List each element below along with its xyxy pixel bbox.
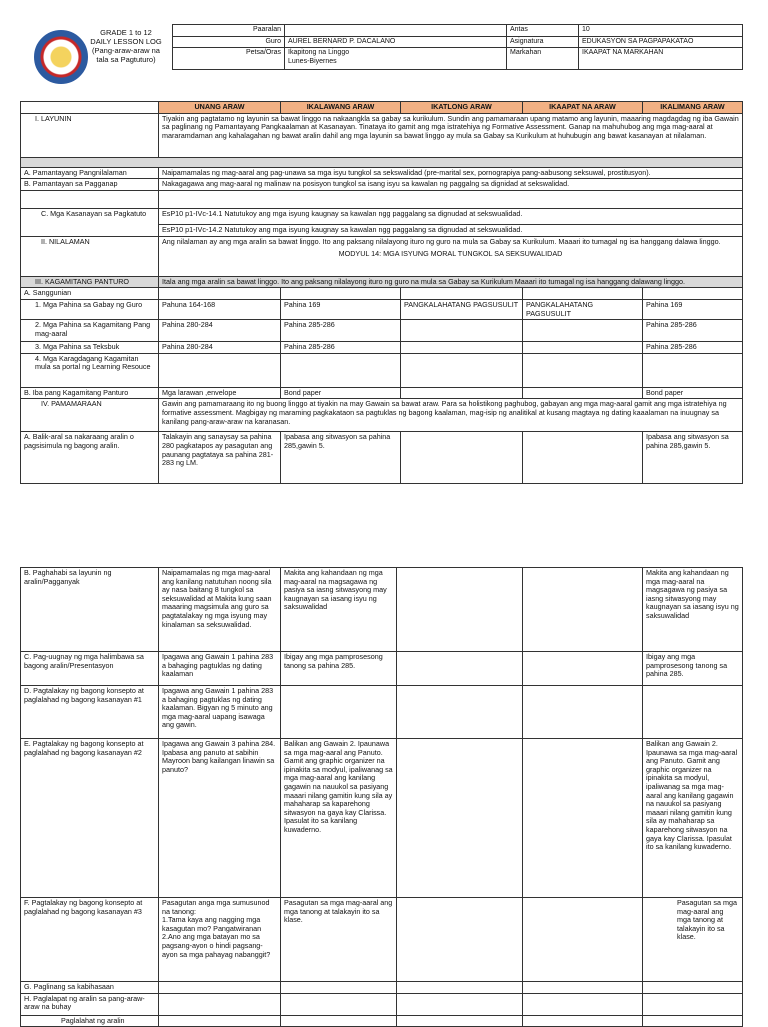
pc-day5: Ibigay ang mga pamprosesong tanong sa pahina 285.	[643, 652, 743, 686]
r4-day5	[643, 353, 743, 387]
iba-pang-kagamitan-label: B. Iba pang Kagamitang Panturo	[21, 387, 159, 399]
form-title-line-3: (Pang-araw-araw na	[92, 46, 160, 55]
form-title-line-1: GRADE 1 to 12	[100, 28, 152, 37]
pb-day1: Naipamamalas ng mga mag-aaral ang kanilang natutuhan noong sila ay nasa baitang 8 tungkol sa seksuwalidad at Makita kung saan maaaring magsimula ang guro sa pagtatalakay ng mga isyung may kinalaman sa seksuwalidad.	[159, 568, 281, 652]
nilalaman-cell	[159, 236, 743, 276]
empty-cell	[523, 993, 643, 1015]
pf-day3	[397, 898, 523, 982]
r4-day4	[523, 353, 643, 387]
pd-day4	[523, 686, 643, 739]
pf-day5: Pasagutan sa mga mag-aaral ang mga tanong at talakayin ito sa klase.	[643, 898, 743, 982]
pamantayan-pagganap-text: Nakagagawa ang mag-aaral ng malinaw na posisyon tungkol sa isang isyu sa kawalan ng paggalng sa dignidad at sekswalidad.	[159, 179, 743, 191]
form-title	[84, 28, 168, 64]
r2-day2: Pahina 285-286	[281, 320, 401, 342]
petsa-value	[285, 48, 507, 70]
rb-day5: Bond paper	[643, 387, 743, 399]
pa-day3	[401, 432, 523, 484]
empty-cell	[643, 288, 743, 300]
pamantayang-pangnilalaman-text: Naipamamalas ng mag-aaral ang pag-unawa sa mga isyu tungkol sa sekswalidad (pre-marital sex, pornograpiya pang-aabusong seksuwal, prostitusyon).	[159, 167, 743, 179]
pc-day2: Ibigay ang mga pamprosesong tanong sa pahina 285.	[281, 652, 397, 686]
kabihasaan-label: G. Paglinang sa kabihasaan	[21, 982, 159, 994]
nilalaman-label: II. NILALAMAN	[21, 236, 159, 276]
empty-cell	[643, 982, 743, 994]
petsa-value-line-2: Lunes-Biyernes	[288, 57, 337, 65]
r1-day5: Pahina 169	[643, 299, 743, 319]
r3-day2: Pahina 285-286	[281, 342, 401, 354]
markahan-label: Markahan	[507, 48, 579, 70]
empty-cell	[281, 288, 401, 300]
rb-day1: Mga larawan ,envelope	[159, 387, 281, 399]
pag-uugnay-label: C. Pag-uugnay ng mga halimbawa sa bagong aralin/Presentasyon	[21, 652, 159, 686]
lesson-table-page-2	[20, 567, 743, 1027]
pb-day3	[397, 568, 523, 652]
pf-day2: Pasagutan sa mga mag-aaral ang mga tanong at talakayin ito sa klase.	[281, 898, 397, 982]
empty-cell	[159, 288, 281, 300]
r3-day3	[401, 342, 523, 354]
pa-day1: Talakayin ang sanaysay sa pahina 280 pagkatapos ay pasagutan ang paunang pagtataya sa pahina 281-283 ng LM.	[159, 432, 281, 484]
antas-value: 10	[579, 25, 743, 37]
layunin-text: Tiyakin ang pagtatamo ng layunin sa bawat linggo na nakaangkla sa gabay sa kurikulum. Sundin ang pamamaraan upang matamo ang layunin, maaaring magdagdag ng iba Gawain sa paglinang ng Pamantayang Pangkaalaman at Kasanayan. Tinataya ito gamit ang mga istratehiya ng Formative Assessment. Ganap na mahuhubog ang mga mag-aaral at mararamdaman ang kahalagahan ng bawat aralin dahil ang mga layunin sa bawat linggo ay mula sa Gabay sa Kurikulum at huhubugin ang bawat kasanayan at nilalaman.	[159, 113, 743, 157]
layunin-label: I. LAYUNIN	[21, 113, 159, 157]
kasanayan-text-1: EsP10 p1-IVc-14.1 Natutukoy ang mga isyung kaugnay sa kawalan ngg paggalang sa dignudad at sekswualidad.	[159, 209, 743, 225]
pa-day5: Ipabasa ang sitwasyon sa pahina 285,gawin 5.	[643, 432, 743, 484]
rb-day4	[523, 387, 643, 399]
pa-day4	[523, 432, 643, 484]
day-header-1: UNANG ARAW	[159, 102, 281, 114]
r4-day2	[281, 353, 401, 387]
karagdagang-kagamitan-label: 4. Mga Karagdagang Kagamitan mula sa portal ng Learning Resouce	[21, 353, 159, 387]
r1-day4: PANGKALAHATANG PAGSUSULIT	[523, 299, 643, 319]
pf-day1: Pasagutan anga mga sumusunod na tanong: 1.Tama kaya ang nagging mga kasagutan mo? Pangatwiranan 2.Ano ang mga batayan mo sa pagsang-ayon o hindi pagsang-ayon sa mga pahayag nabanggit?	[159, 898, 281, 982]
pb-day4	[523, 568, 643, 652]
day-header-4: IKAAPAT NA ARAW	[523, 102, 643, 114]
konsepto-1-label: D. Pagtalakay ng bagong konsepto at paglalahad ng bagong kasanayan #1	[21, 686, 159, 739]
day-header-3: IKATLONG ARAW	[401, 102, 523, 114]
paaralan-value	[285, 25, 507, 37]
pa-day2: Ipabasa ang sitwasyon sa pahina 285,gawin 5.	[281, 432, 401, 484]
gabay-guro-label: 1. Mga Pahina sa Gabay ng Guro	[21, 299, 159, 319]
nilalaman-text: Ang nilalaman ay ang mga aralin sa bawat linggo. Ito ang paksang nilalayong ituro ng guro na mula sa Gabay sa Kurikulum. Maaari ito tumagal ng isa hanggang dalawa linggo.	[162, 236, 721, 246]
empty-cell	[159, 982, 281, 994]
pc-day4	[523, 652, 643, 686]
r2-day5: Pahina 285-286	[643, 320, 743, 342]
empty-cell	[159, 993, 281, 1015]
paglalapat-label: H. Paglalapat ng aralin sa pang-araw-araw na buhay	[21, 993, 159, 1015]
petsa-label: Petsa/Oras	[173, 48, 285, 70]
pf-day4	[523, 898, 643, 982]
empty-cell	[159, 1015, 281, 1027]
rb-day2: Bond paper	[281, 387, 401, 399]
paaralan-label: Paaralan	[173, 25, 285, 37]
kagamitang-mag-aaral-label: 2. Mga Pahina sa Kagamitang Pang mag-aaral	[21, 320, 159, 342]
r3-day1: Pahina 280-284	[159, 342, 281, 354]
paghahabi-label: B. Paghahabi sa layunin ng aralin/Pagganyak	[21, 568, 159, 652]
corner-cell	[21, 102, 159, 114]
balik-aral-label: A. Balik-aral sa nakaraang aralin o pagsisimula ng bagong aralin.	[21, 432, 159, 484]
pe-day5: Balikan ang Gawain 2. Ipaunawa sa mga mag-aaral ang Panuto. Gamit ang graphic organizer na ipinakita sa modyul, ipaliwanag sa mga mag-aaral ang kanilang gagawin na nauukol sa pasiyang maaari nilang gamitin kung sila ay mahaharap sa kaparehong sitwasyon na gaya kay Clarissa. Ipasulat ito sa kanilang kuwaderno.	[643, 739, 743, 898]
teksbuk-label: 3. Mga Pahina sa Teksbuk	[21, 342, 159, 354]
empty-cell	[643, 993, 743, 1015]
pd-day5	[643, 686, 743, 739]
pd-day1: Ipagawa ang Gawain 1 pahina 283 a bahaging pagtuklas ng dating kaalaman. Bigyan ng 5 minuto ang mga mag-aaral uapang isawaga ang gawin.	[159, 686, 281, 739]
school-logo	[34, 30, 88, 84]
antas-label: Antas	[507, 25, 579, 37]
r2-day4	[523, 320, 643, 342]
empty-cell	[281, 1015, 397, 1027]
rb-day3	[401, 387, 523, 399]
form-title-line-4: tala sa Pagtuturo)	[96, 55, 156, 64]
r1-day2: Pahina 169	[281, 299, 401, 319]
spacer-row	[21, 157, 743, 167]
paglalahat-label: Paglalahat ng aralin	[21, 1015, 159, 1027]
pd-day3	[397, 686, 523, 739]
kagamitang-panturo-label: III. KAGAMITANG PANTURO	[21, 276, 159, 288]
form-title-line-2: DAILY LESSON LOG	[90, 37, 162, 46]
header-table	[172, 24, 743, 70]
asignatura-label: Asignatura	[507, 36, 579, 48]
asignatura-value: EDUKASYON SA PAGPAPAKATAO	[579, 36, 743, 48]
empty-cell	[523, 288, 643, 300]
kasanayan-label: C. Mga Kasanayan sa Pagkatuto	[21, 209, 159, 237]
blank-text-cell	[159, 191, 743, 209]
pamantayan-pagganap-label: B. Pamantayan sa Pagganap	[21, 179, 159, 191]
r2-day1: Pahina 280-284	[159, 320, 281, 342]
empty-cell	[397, 1015, 523, 1027]
petsa-value-line-1: Ikapitong na Linggo	[288, 49, 350, 56]
r2-day3	[401, 320, 523, 342]
r4-day1	[159, 353, 281, 387]
markahan-value: IKAAPAT NA MARKAHAN	[579, 48, 743, 70]
empty-cell	[643, 1015, 743, 1027]
r4-day3	[401, 353, 523, 387]
empty-cell	[281, 982, 397, 994]
r3-day4	[523, 342, 643, 354]
pc-day1: Ipagawa ang Gawain 1 pahina 283 a bahaging pagtuklas ng dating kaalaman	[159, 652, 281, 686]
kasanayan-text-2: EsP10 p1-IVc-14.2 Natutukoy ang mga isyung kaugnay sa kawalan ngg paggalang sa dignudad at sekswualidad.	[159, 225, 743, 237]
pe-day2: Balikan ang Gawain 2. Ipaunawa sa mga mag-aaral ang Panuto. Gamit ang graphic organizer na ipinakita sa modyul, ipaliwanag sa mga mag-aaral ang kanilang gagawin na nauukol sa pasiyang maaari nilang gamitin kung sila ay mahaharap sa kaparehong sitwasyon na gaya kay Clarissa. Ipasulat ito sa kanilang kuwaderno.	[281, 739, 397, 898]
pamamaraan-label: IV. PAMAMARAAN	[21, 399, 159, 432]
kagamitang-panturo-text: Itala ang mga aralin sa bawat linggo. Ito ang paksang nilalayong ituro ng guro na mula sa Gabay sa Kurikulum Maaari ito tumagal ng isa hanggang dalawang linggo.	[159, 276, 743, 288]
day-header-5: IKALIMANG ARAW	[643, 102, 743, 114]
empty-cell	[523, 1015, 643, 1027]
modyul-title: MODYUL 14: MGA ISYUNG MORAL TUNGKOL SA SEKSUWALIDAD	[338, 249, 563, 259]
pe-day3	[397, 739, 523, 898]
day-header-2: IKALAWANG ARAW	[281, 102, 401, 114]
guro-label: Guro	[173, 36, 285, 48]
pamamaraan-text: Gawin ang pamamaraang ito ng buong linggo at tiyakin na may Gawain sa bawat araw. Para sa holistikong paghubog, gabayan ang mga mag-aaral gamit ang mga istratehiya ng formative assessment. Magbigay ng maraming pagkakataon sa pagtuklas ng bagong kaalaman, mag-isip ng analitikal at kusang magtaya ng dating kaaalaman na inuugnay sa kanilang pang-araw-araw na karanasan.	[159, 399, 743, 432]
pe-day4	[523, 739, 643, 898]
r1-day3: PANGKALAHATANG PAGSUSULIT	[401, 299, 523, 319]
blank-label-cell	[21, 191, 159, 209]
empty-cell	[281, 993, 397, 1015]
empty-cell	[397, 982, 523, 994]
konsepto-2-label: E. Pagtalakay ng bagong konsepto at paglalahad ng bagong kasanayan #2	[21, 739, 159, 898]
sanggunian-label: A. Sanggunian	[21, 288, 159, 300]
pamantayang-pangnilalaman-label: A. Pamantayang Pangnilalaman	[21, 167, 159, 179]
pd-day2	[281, 686, 397, 739]
guro-value: AUREL BERNARD P. DACALANO	[285, 36, 507, 48]
empty-cell	[397, 993, 523, 1015]
empty-cell	[523, 982, 643, 994]
konsepto-3-label: F. Pagtalakay ng bagong konsepto at paglalahad ng bagong kasanayan #3	[21, 898, 159, 982]
empty-cell	[401, 288, 523, 300]
pe-day1: Ipagawa ang Gawain 3 pahina 284. Ipabasa ang panuto at sabihin Mayroon bang kailangan linawin sa panuto?	[159, 739, 281, 898]
pb-day2: Makita ang kahandaan ng mga mag-aaral na magsagawa ng pasiya sa iasng sitwasyong may kaugnayan sa iasang isyu ng saksuwalidad	[281, 568, 397, 652]
pb-day5: Makita ang kahandaan ng mga mag-aaral na magsagawa ng pasiya sa iasng sitwasyong may kaugnayan sa iasang isyu ng saksuwalidad	[643, 568, 743, 652]
pc-day3	[397, 652, 523, 686]
r1-day1: Pahuna 164-168	[159, 299, 281, 319]
r3-day5: Pahina 285-286	[643, 342, 743, 354]
lesson-table-page-1	[20, 101, 743, 484]
